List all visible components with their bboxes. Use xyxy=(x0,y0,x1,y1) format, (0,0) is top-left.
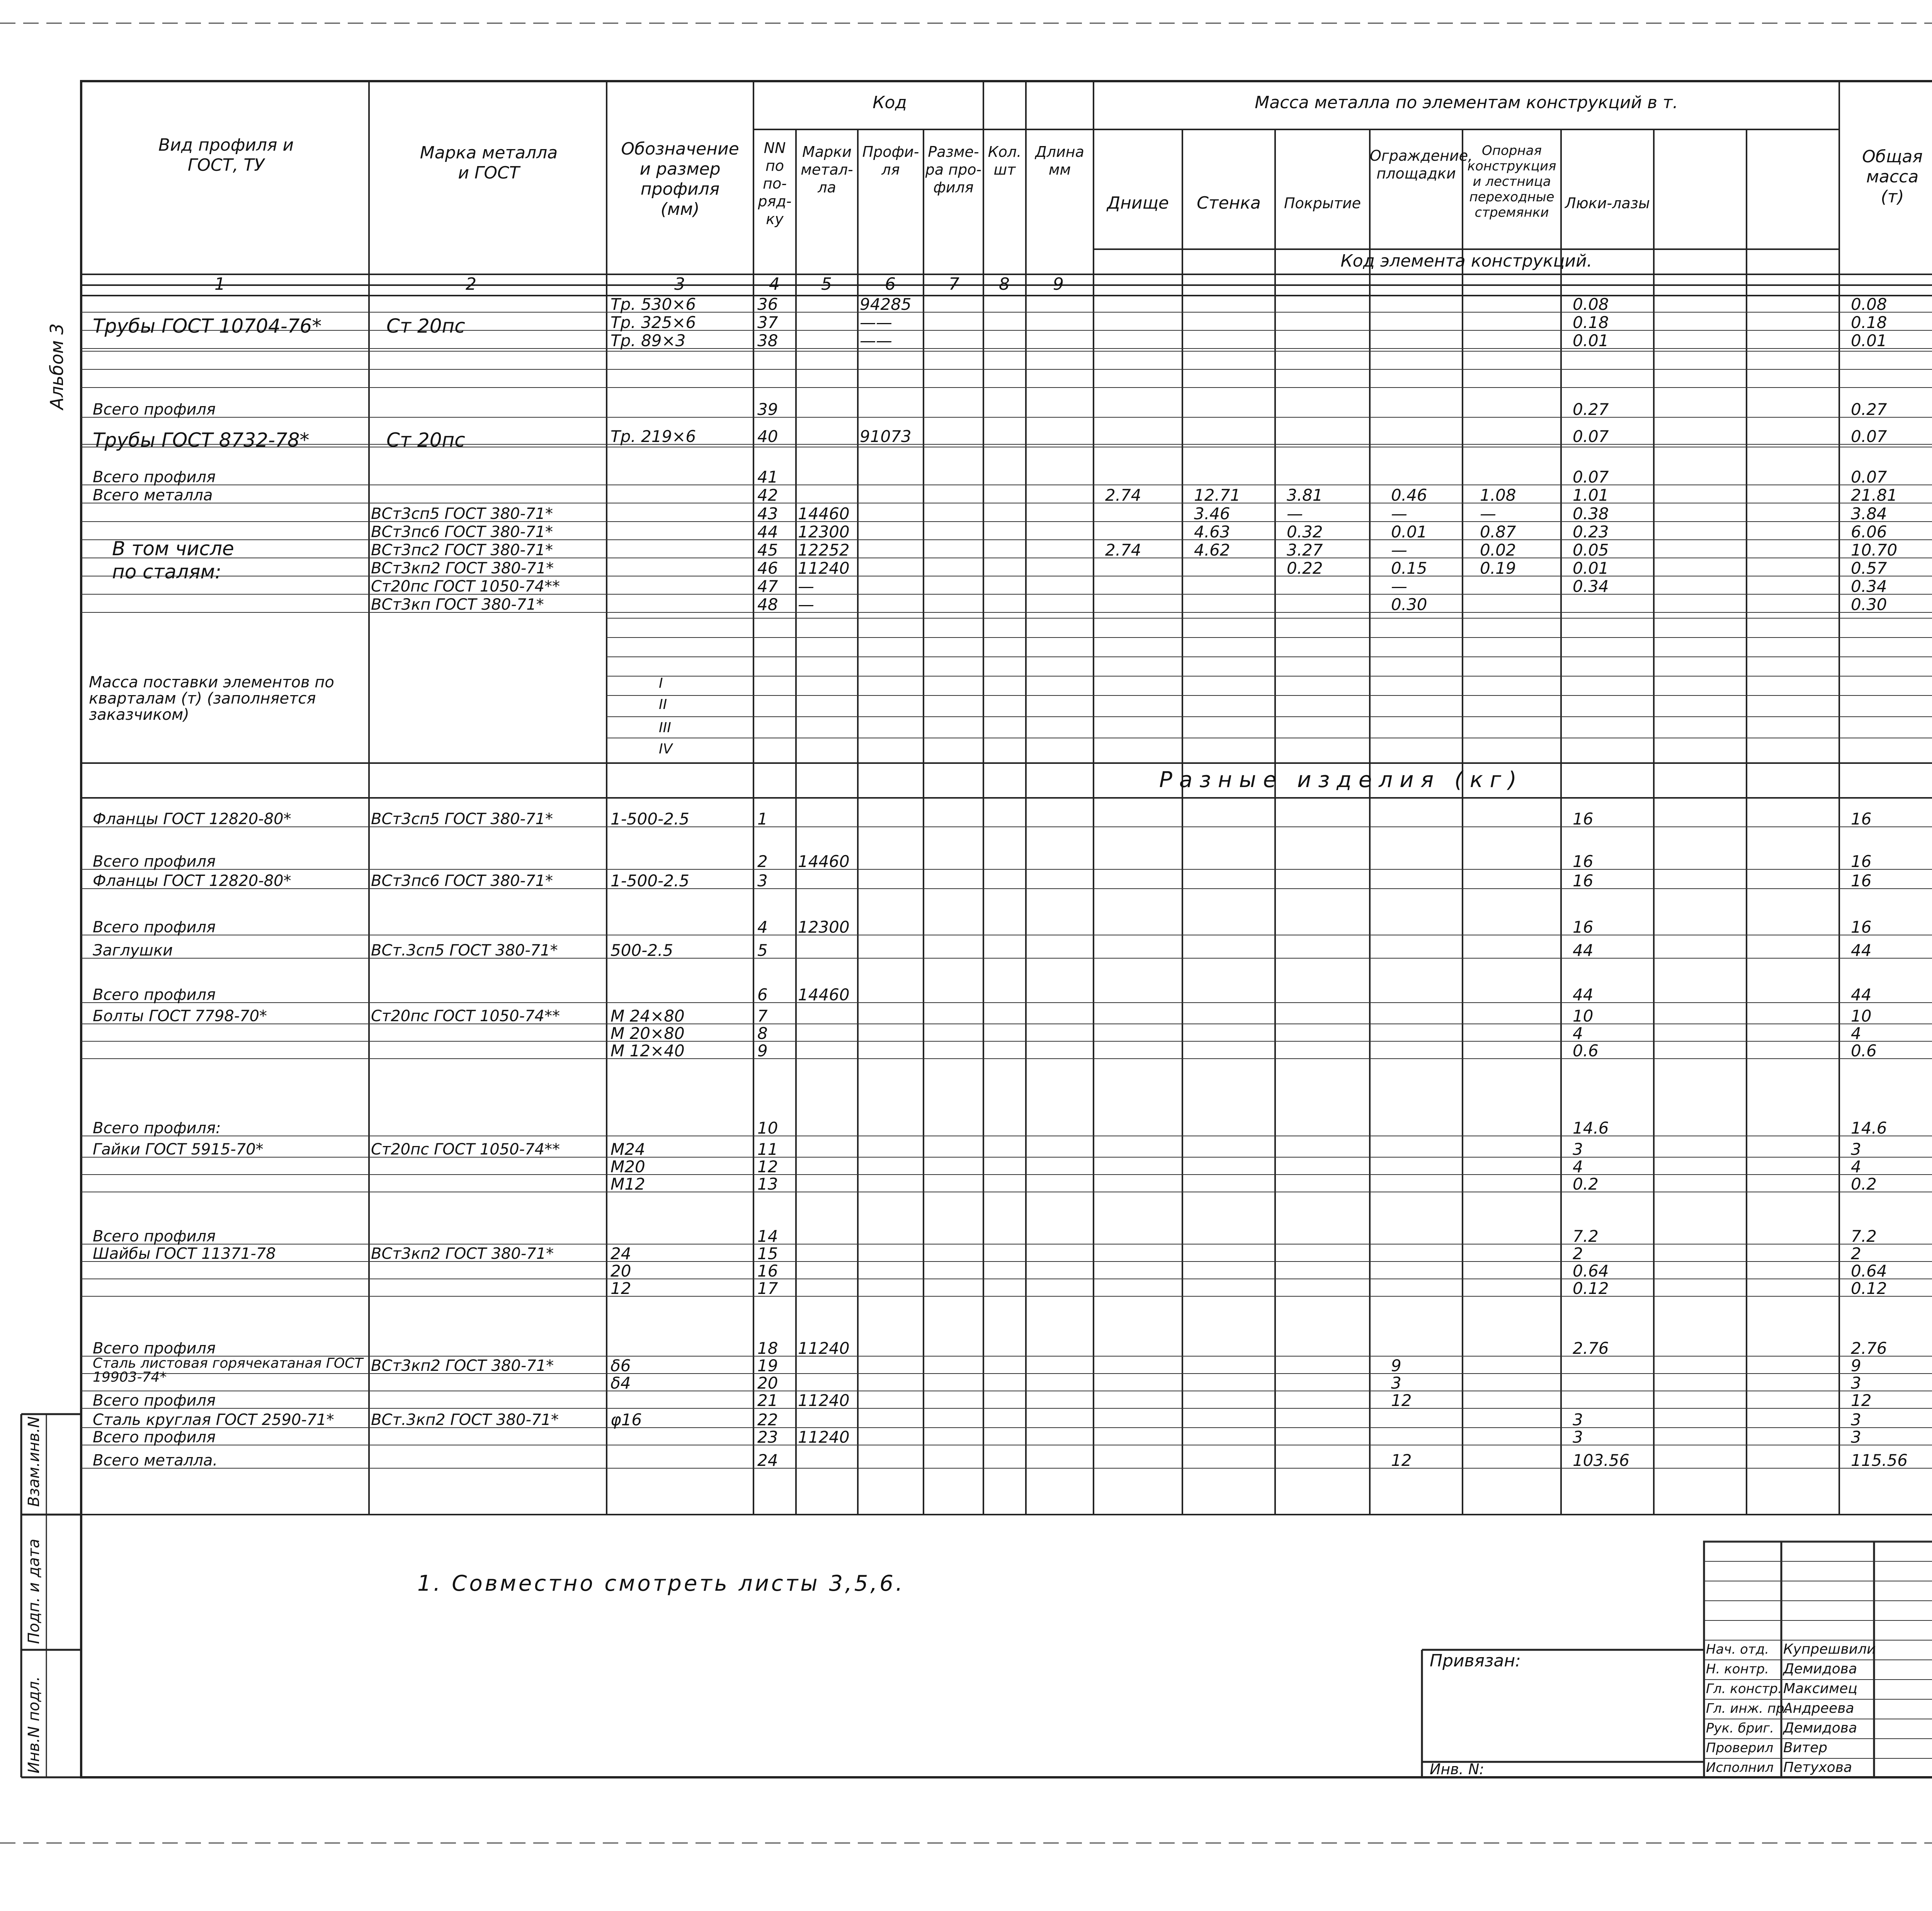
steel-row-11-e6: 0.01 xyxy=(1573,559,1609,578)
item-row-6-n: 6 xyxy=(757,985,768,1004)
steel-row-12-c2: Ст20пс ГОСТ 1050-74** xyxy=(371,578,560,595)
steel-row-3-c3: Тр. 89×3 xyxy=(611,331,686,350)
item-row-9-c3: М 12×40 xyxy=(611,1041,685,1060)
steel-row-10-c2: ВСт3пс2 ГОСТ 380-71* xyxy=(371,541,553,559)
item-row-15-c3: 24 xyxy=(611,1244,631,1263)
steel-row-6-c1: Всего профиля xyxy=(93,468,216,486)
item-row-14-e6: 7.2 xyxy=(1573,1227,1599,1246)
steel-row-4-n: 39 xyxy=(757,400,778,419)
item-row-3-c3: 1-500-2.5 xyxy=(611,871,689,890)
item-row-7-c3: М 24×80 xyxy=(611,1007,685,1025)
item-row-14-c1: Всего профиля xyxy=(93,1228,216,1245)
col-num-5: 5 xyxy=(821,274,832,294)
item-row-14-total: 7.2 xyxy=(1851,1227,1877,1246)
steel-row-11-n: 46 xyxy=(757,559,778,578)
steel-row-5-c6: 91073 xyxy=(860,427,912,446)
steel-row-10-total: 10.70 xyxy=(1851,541,1898,559)
inv-no-label: Инв.N подл. xyxy=(25,1676,43,1773)
steel-row-10-e2: 4.62 xyxy=(1194,541,1230,559)
steel-row-5-c3: Тр. 219×6 xyxy=(611,427,696,446)
item-row-13-c3: М12 xyxy=(611,1175,645,1194)
col-num-4: 4 xyxy=(769,274,780,294)
steel-row-8-e5: — xyxy=(1480,504,1496,523)
item-row-8-c3: М 20×80 xyxy=(611,1024,685,1043)
item-row-11-n: 11 xyxy=(757,1140,778,1159)
item-row-10-c1: Всего профиля: xyxy=(93,1119,221,1137)
item-row-17-c3: 12 xyxy=(611,1279,631,1298)
steel-row-7-n: 42 xyxy=(757,486,778,505)
steel-row-7-e4: 0.46 xyxy=(1391,486,1427,505)
steel-row-10-e3: 3.27 xyxy=(1287,541,1323,559)
steel-row-1-e6: 0.08 xyxy=(1573,295,1609,314)
item-row-16-e6: 0.64 xyxy=(1573,1262,1609,1280)
col-num-2: 2 xyxy=(466,274,476,294)
header-profile-code: Профи- ля xyxy=(862,143,919,178)
item-row-22-e6: 3 xyxy=(1573,1410,1583,1429)
steel-row-9-e5: 0.87 xyxy=(1480,522,1516,541)
item-row-2-e6: 16 xyxy=(1573,852,1594,871)
steel-row-4-total: 0.27 xyxy=(1851,400,1887,419)
item-row-9-n: 9 xyxy=(757,1041,768,1060)
item-row-5-c3: 500-2.5 xyxy=(611,941,673,960)
col-num-1: 1 xyxy=(214,274,225,294)
item-row-8-n: 8 xyxy=(757,1024,768,1043)
steel-row-8-total: 3.84 xyxy=(1851,504,1887,523)
stamp-name-1: Купрешвили xyxy=(1783,1641,1876,1657)
item-row-24-e6: 103.56 xyxy=(1573,1451,1629,1470)
item-row-7-n: 7 xyxy=(757,1007,768,1025)
item-row-19-total: 9 xyxy=(1851,1356,1861,1375)
steel-row-6-total: 0.07 xyxy=(1851,468,1887,486)
item-row-12-total: 4 xyxy=(1851,1157,1861,1176)
item-row-11-total: 3 xyxy=(1851,1140,1861,1159)
steel-row-11-e4: 0.15 xyxy=(1391,559,1427,578)
item-row-16-c3: 20 xyxy=(611,1262,631,1280)
item-row-10-e6: 14.6 xyxy=(1573,1119,1609,1137)
item-row-15-e6: 2 xyxy=(1573,1244,1583,1263)
steel-row-7-e1: 2.74 xyxy=(1105,486,1141,505)
col-num-3: 3 xyxy=(674,274,685,294)
header-wall: Стенка xyxy=(1197,193,1261,213)
steel-row-13-c5: — xyxy=(798,595,814,614)
item-row-2-n: 2 xyxy=(757,852,768,871)
item-row-24-total: 115.56 xyxy=(1851,1451,1908,1470)
item-row-22-n: 22 xyxy=(757,1410,778,1429)
pipes-10704: Трубы ГОСТ 10704-76* xyxy=(93,315,322,337)
steel-row-10-e6: 0.05 xyxy=(1573,541,1609,559)
steel-row-10-e4: — xyxy=(1391,541,1407,559)
steel-row-4-c1: Всего профиля xyxy=(93,401,216,418)
steel-row-2-c3: Тр. 325×6 xyxy=(611,313,696,332)
steel-row-13-c2: ВСт3кп ГОСТ 380-71* xyxy=(371,596,544,614)
roman-3: III xyxy=(659,720,671,736)
col-num-9: 9 xyxy=(1053,274,1064,294)
item-row-3-c1: Фланцы ГОСТ 12820-80* xyxy=(93,872,291,890)
steel-row-13-e4: 0.30 xyxy=(1391,595,1427,614)
stamp-name-4: Андреева xyxy=(1783,1700,1854,1716)
item-row-7-c1: Болты ГОСТ 7798-70* xyxy=(93,1007,267,1025)
item-row-5-e6: 44 xyxy=(1573,941,1594,960)
item-row-6-e6: 44 xyxy=(1573,985,1594,1004)
pipes-8732: Трубы ГОСТ 8732-78* xyxy=(93,429,310,451)
col-num-6: 6 xyxy=(885,274,896,294)
steel-row-12-total: 0.34 xyxy=(1851,577,1887,596)
item-row-5-c2: ВСт.3сп5 ГОСТ 380-71* xyxy=(371,942,558,959)
steel-row-12-n: 47 xyxy=(757,577,778,596)
steel-row-12-e6: 0.34 xyxy=(1573,577,1609,596)
steel-row-8-c5: 14460 xyxy=(798,504,850,523)
item-row-3-c2: ВСт3пс6 ГОСТ 380-71* xyxy=(371,872,553,890)
steel-row-9-n: 44 xyxy=(757,522,778,541)
steel-row-11-c5: 11240 xyxy=(798,559,850,578)
item-row-9-total: 0.6 xyxy=(1851,1041,1877,1060)
item-row-4-n: 4 xyxy=(757,918,768,937)
item-row-15-total: 2 xyxy=(1851,1244,1861,1263)
quarterly-delivery-mass: Масса поставки элементов по кварталам (т) (заполняется заказчиком) xyxy=(89,673,334,724)
header-size-code: Разме- ра про- филя xyxy=(925,143,982,196)
item-row-15-c2: ВСт3кп2 ГОСТ 380-71* xyxy=(371,1245,554,1263)
steel-row-3-c6: —— xyxy=(860,331,892,350)
item-row-3-e6: 16 xyxy=(1573,871,1594,890)
item-row-11-e6: 3 xyxy=(1573,1140,1583,1159)
item-row-8-total: 4 xyxy=(1851,1024,1861,1043)
steel-row-11-e3: 0.22 xyxy=(1287,559,1323,578)
header-roof: Покрытие xyxy=(1284,195,1361,212)
steel-row-9-e4: 0.01 xyxy=(1391,522,1427,541)
pipes-10704-steel: Ст 20пс xyxy=(386,315,465,337)
item-row-6-c1: Всего профиля xyxy=(93,986,216,1004)
steel-row-8-n: 43 xyxy=(757,504,778,523)
steel-row-3-n: 38 xyxy=(757,331,778,350)
steel-row-2-n: 37 xyxy=(757,313,778,332)
steel-row-8-c2: ВСт3сп5 ГОСТ 380-71* xyxy=(371,505,553,523)
item-row-13-n: 13 xyxy=(757,1175,778,1194)
steel-row-9-e3: 0.32 xyxy=(1287,522,1323,541)
steel-row-12-c5: — xyxy=(798,577,814,596)
incl-by-steels: В том числе по сталям: xyxy=(112,537,234,583)
item-row-18-total: 2.76 xyxy=(1851,1339,1887,1358)
item-row-23-total: 3 xyxy=(1851,1428,1861,1447)
item-row-20-c3: δ4 xyxy=(611,1374,631,1392)
item-row-5-c1: Заглушки xyxy=(93,942,173,959)
item-row-16-n: 16 xyxy=(757,1262,778,1280)
item-row-7-total: 10 xyxy=(1851,1007,1872,1025)
item-row-19-c1: Сталь листовая горячекатаная ГОСТ 19903-74* xyxy=(93,1355,363,1385)
item-row-6-c5: 14460 xyxy=(798,985,850,1004)
steel-row-1-total: 0.08 xyxy=(1851,295,1887,314)
steel-row-9-e6: 0.23 xyxy=(1573,522,1609,541)
header-steel-grade: Марка металла и ГОСТ xyxy=(420,143,558,183)
item-row-22-c2: ВСт.3кп2 ГОСТ 380-71* xyxy=(371,1411,559,1429)
roman-1: I xyxy=(659,675,663,691)
steel-row-11-total: 0.57 xyxy=(1851,559,1887,578)
item-row-20-n: 20 xyxy=(757,1374,778,1392)
privyazan-label: Привязан: xyxy=(1430,1651,1521,1671)
inv-label: Инв. N: xyxy=(1430,1761,1485,1778)
header-fencing: Ограждение, площадки xyxy=(1370,147,1473,182)
steel-row-7-e6: 1.01 xyxy=(1573,486,1609,505)
item-row-18-n: 18 xyxy=(757,1339,778,1358)
steel-row-3-e6: 0.01 xyxy=(1573,331,1609,350)
item-row-4-e6: 16 xyxy=(1573,918,1594,937)
item-row-22-c3: φ16 xyxy=(611,1410,642,1429)
stamp-role-7: Исполнил xyxy=(1706,1760,1774,1775)
steel-row-11-e5: 0.19 xyxy=(1480,559,1516,578)
steel-row-10-e5: 0.02 xyxy=(1480,541,1516,559)
item-row-2-total: 16 xyxy=(1851,852,1872,871)
item-row-24-e4: 12 xyxy=(1391,1451,1412,1470)
item-row-2-c1: Всего профиля xyxy=(93,853,216,870)
replace-inv-label: Взам.инв.N xyxy=(25,1416,43,1507)
item-row-12-n: 12 xyxy=(757,1157,778,1176)
steel-row-2-total: 0.18 xyxy=(1851,313,1887,332)
steel-row-11-c2: ВСт3кп2 ГОСТ 380-71* xyxy=(371,559,554,577)
steel-row-8-e3: — xyxy=(1287,504,1303,523)
steel-row-6-e6: 0.07 xyxy=(1573,468,1609,486)
item-row-4-c5: 12300 xyxy=(798,918,850,937)
item-row-8-e6: 4 xyxy=(1573,1024,1583,1043)
steel-row-8-e4: — xyxy=(1391,504,1407,523)
item-row-21-c5: 11240 xyxy=(798,1391,850,1410)
item-row-20-e4: 3 xyxy=(1391,1374,1401,1392)
steel-row-5-total: 0.07 xyxy=(1851,427,1887,446)
item-row-19-n: 19 xyxy=(757,1356,778,1375)
stamp-name-6: Витер xyxy=(1783,1740,1828,1756)
roman-2: II xyxy=(659,697,667,712)
col-num-7: 7 xyxy=(949,274,959,294)
item-row-1-c1: Фланцы ГОСТ 12820-80* xyxy=(93,810,291,828)
header-support: Опорная конструкция и лестница переходные стремянки xyxy=(1467,143,1556,220)
steel-row-10-c5: 12252 xyxy=(798,541,850,559)
header-bottom: Днище xyxy=(1107,193,1169,213)
steel-row-1-c6: 94285 xyxy=(860,295,912,314)
stamp-name-3: Максимец xyxy=(1783,1681,1857,1697)
item-row-20-total: 3 xyxy=(1851,1374,1861,1392)
item-row-11-c1: Гайки ГОСТ 5915-70* xyxy=(93,1141,264,1158)
item-row-13-e6: 0.2 xyxy=(1573,1175,1599,1194)
item-row-18-c1: Всего профиля xyxy=(93,1340,216,1357)
steel-row-8-e2: 3.46 xyxy=(1194,504,1230,523)
header-row-number: NN по по- ряд- ку xyxy=(758,139,792,228)
steel-row-9-c5: 12300 xyxy=(798,522,850,541)
item-row-6-total: 44 xyxy=(1851,985,1872,1004)
item-row-16-total: 0.64 xyxy=(1851,1262,1887,1280)
item-row-4-c1: Всего профиля xyxy=(93,918,216,936)
steel-row-1-c3: Тр. 530×6 xyxy=(611,295,696,314)
item-row-12-c3: М20 xyxy=(611,1157,645,1176)
item-row-17-total: 0.12 xyxy=(1851,1279,1887,1298)
steel-row-2-e6: 0.18 xyxy=(1573,313,1609,332)
steel-row-1-n: 36 xyxy=(757,295,778,314)
item-row-19-c3: δ6 xyxy=(611,1356,631,1375)
steel-row-6-n: 41 xyxy=(757,468,778,486)
item-row-15-n: 15 xyxy=(757,1244,778,1263)
item-row-5-n: 5 xyxy=(757,941,768,960)
roman-4: IV xyxy=(659,741,673,757)
item-row-21-c1: Всего профиля xyxy=(93,1392,216,1409)
stamp-role-4: Гл. инж. пр. xyxy=(1706,1701,1789,1716)
steel-row-7-total: 21.81 xyxy=(1851,486,1898,505)
item-row-17-n: 17 xyxy=(757,1279,778,1298)
stamp-name-5: Демидова xyxy=(1783,1720,1857,1736)
item-row-21-e4: 12 xyxy=(1391,1391,1412,1410)
header-profile-type: Вид профиля и ГОСТ, ТУ xyxy=(158,135,294,175)
item-row-22-c1: Сталь круглая ГОСТ 2590-71* xyxy=(93,1411,334,1429)
item-row-7-e6: 10 xyxy=(1573,1007,1594,1025)
header-length: Длина мм xyxy=(1035,143,1084,178)
stamp-name-2: Демидова xyxy=(1783,1661,1857,1677)
item-row-23-c5: 11240 xyxy=(798,1428,850,1447)
stamp-role-3: Гл. констр. xyxy=(1706,1681,1782,1697)
header-manholes: Люки-лазы xyxy=(1565,195,1650,212)
item-row-24-n: 24 xyxy=(757,1451,778,1470)
stamp-role-5: Рук. бриг. xyxy=(1706,1721,1774,1736)
steel-row-5-e6: 0.07 xyxy=(1573,427,1609,446)
item-row-21-total: 12 xyxy=(1851,1391,1872,1410)
header-code: Код xyxy=(872,93,907,112)
stamp-role-6: Проверил xyxy=(1706,1740,1774,1756)
item-row-2-c5: 14460 xyxy=(798,852,850,871)
steel-row-7-c1: Всего металла xyxy=(93,486,213,504)
item-row-1-c2: ВСт3сп5 ГОСТ 380-71* xyxy=(371,810,553,828)
header-grade-code: Марки метал- ла xyxy=(801,143,853,196)
item-row-4-total: 16 xyxy=(1851,918,1872,937)
steel-row-13-total: 0.30 xyxy=(1851,595,1887,614)
item-row-5-total: 44 xyxy=(1851,941,1872,960)
item-row-1-e6: 16 xyxy=(1573,809,1594,828)
item-row-23-c1: Всего профиля xyxy=(93,1428,216,1446)
item-row-14-n: 14 xyxy=(757,1227,778,1246)
item-row-24-c1: Всего металла. xyxy=(93,1452,218,1469)
album-label: Альбом 3 xyxy=(46,323,67,410)
steel-row-9-e2: 4.63 xyxy=(1194,522,1230,541)
misc-items-title: Разные изделия (кг) xyxy=(1159,767,1524,792)
header-element-code: Код элемента конструкций. xyxy=(1340,251,1592,271)
item-row-18-c5: 11240 xyxy=(798,1339,850,1358)
steel-row-3-total: 0.01 xyxy=(1851,331,1887,350)
item-row-3-total: 16 xyxy=(1851,871,1872,890)
steel-row-10-e1: 2.74 xyxy=(1105,541,1141,559)
item-row-18-e6: 2.76 xyxy=(1573,1339,1609,1358)
steel-row-7-e2: 12.71 xyxy=(1194,486,1241,505)
item-row-17-e6: 0.12 xyxy=(1573,1279,1609,1298)
steel-row-2-c6: —— xyxy=(860,313,892,332)
item-row-21-n: 21 xyxy=(757,1391,778,1410)
header-mass-by-elements: Масса металла по элементам конструкций в т. xyxy=(1255,93,1678,112)
steel-row-4-e6: 0.27 xyxy=(1573,400,1609,419)
steel-row-7-e5: 1.08 xyxy=(1480,486,1516,505)
stamp-role-2: Н. контр. xyxy=(1706,1661,1769,1677)
header-qty: Кол. шт xyxy=(988,143,1022,178)
item-row-11-c2: Ст20пс ГОСТ 1050-74** xyxy=(371,1141,560,1158)
item-row-3-n: 3 xyxy=(757,871,768,890)
item-row-22-total: 3 xyxy=(1851,1410,1861,1429)
steel-row-8-e6: 0.38 xyxy=(1573,504,1609,523)
stamp-role-1: Нач. отд. xyxy=(1706,1642,1769,1657)
steel-row-9-c2: ВСт3пс6 ГОСТ 380-71* xyxy=(371,523,553,541)
stamp-name-7: Петухова xyxy=(1783,1760,1852,1775)
header-total-mass: Общая масса (т) xyxy=(1862,147,1923,207)
header-designation: Обозначение и размер профиля (мм) xyxy=(621,139,739,219)
item-row-23-e6: 3 xyxy=(1573,1428,1583,1447)
note: 1. Совместно смотреть листы 3,5,6. xyxy=(417,1571,905,1596)
steel-row-9-total: 6.06 xyxy=(1851,522,1887,541)
sign-date-label: Подп. и дата xyxy=(25,1539,43,1644)
item-row-7-c2: Ст20пс ГОСТ 1050-74** xyxy=(371,1007,560,1025)
item-row-19-c2: ВСт3кп2 ГОСТ 380-71* xyxy=(371,1357,554,1375)
pipes-8732-steel: Ст 20пс xyxy=(386,429,465,451)
col-num-8: 8 xyxy=(999,274,1010,294)
item-row-15-c1: Шайбы ГОСТ 11371-78 xyxy=(93,1245,276,1263)
item-row-13-total: 0.2 xyxy=(1851,1175,1877,1194)
item-row-19-e4: 9 xyxy=(1391,1356,1401,1375)
item-row-1-total: 16 xyxy=(1851,809,1872,828)
item-row-10-n: 10 xyxy=(757,1119,778,1137)
steel-row-10-n: 45 xyxy=(757,541,778,559)
item-row-1-c3: 1-500-2.5 xyxy=(611,809,689,828)
steel-row-13-n: 48 xyxy=(757,595,778,614)
item-row-9-e6: 0.6 xyxy=(1573,1041,1599,1060)
item-row-12-e6: 4 xyxy=(1573,1157,1583,1176)
item-row-11-c3: М24 xyxy=(611,1140,645,1159)
item-row-1-n: 1 xyxy=(757,809,768,828)
steel-row-12-e4: — xyxy=(1391,577,1407,596)
item-row-10-total: 14.6 xyxy=(1851,1119,1887,1137)
steel-row-7-e3: 3.81 xyxy=(1287,486,1323,505)
item-row-23-n: 23 xyxy=(757,1428,778,1447)
steel-row-5-n: 40 xyxy=(757,427,778,446)
